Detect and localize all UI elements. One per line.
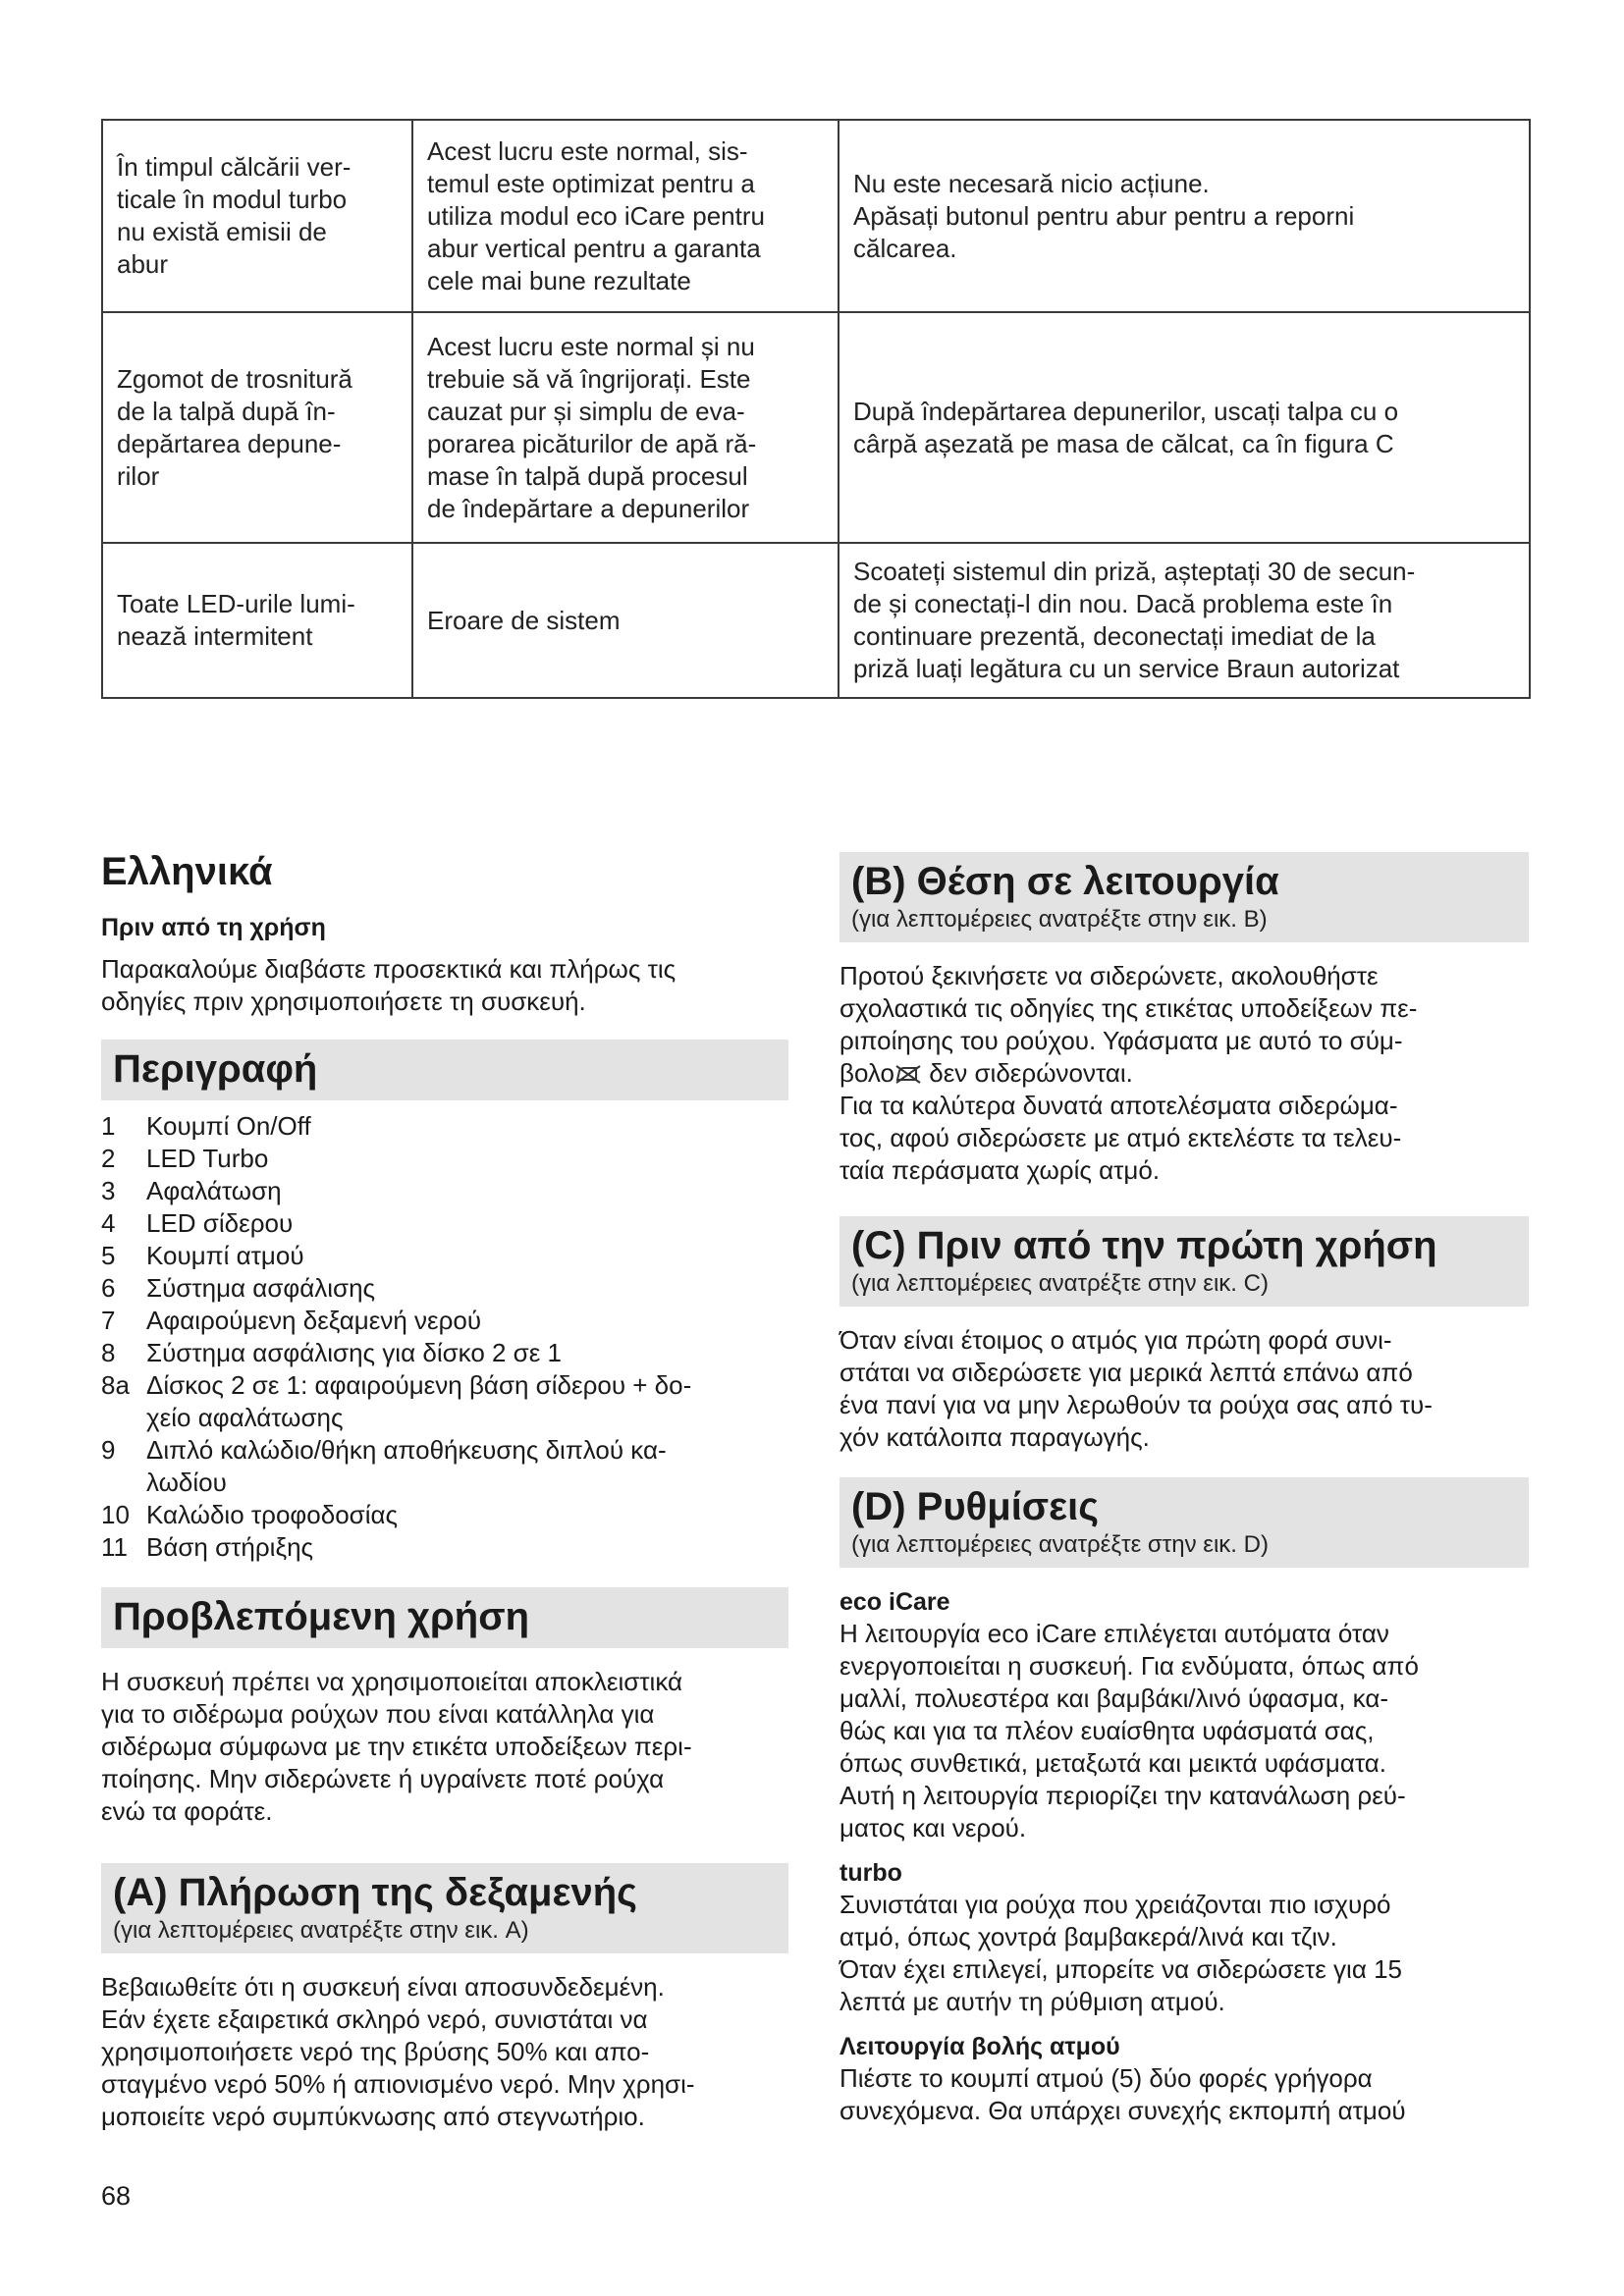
- eco-icare-heading: eco iCare: [839, 1588, 950, 1616]
- list-item-text: Αφαιρούμενη δεξαμενή νερού: [146, 1306, 482, 1335]
- steam-burst-text: Πιέστε το κουμπί ατμού (5) δύο φορές γρήγορα συνεχόμενα. Θα υπάρχει συνεχής εκπομπή ατμού: [839, 2063, 1406, 2125]
- section-b-text-2b: δεν σιδερώνονται.: [922, 1058, 1133, 1088]
- list-item-text: LED σίδερου: [146, 1208, 294, 1238]
- section-a-reference: (για λεπτομέρειες ανατρέξτε στην εικ. A): [113, 1917, 529, 1944]
- section-a-title: (A) Πλήρωση της δεξαμενής: [113, 1871, 637, 1914]
- turbo-heading: turbo: [839, 1859, 902, 1887]
- intended-use-text: Η συσκευή πρέπει να χρησιμοποιείται αποκλειστικά για το σιδέρωμα ρούχων που είναι κατάλληλα για σιδέρωμα σύμφωνα με την ετικέτα υποδείξεων περι- ποίησης. Μην σιδερώνετε ή υγραίνετε ποτέ ρούχα ενώ τα φοράτε.: [101, 1667, 692, 1826]
- section-d-title: (D) Ρυθμίσεις: [851, 1485, 1100, 1528]
- description-list: [101, 1110, 788, 1564]
- list-item-number: 10: [101, 1500, 130, 1529]
- turbo-text: Συνιστάται για ρούχα που χρειάζονται πιο ισχυρό ατμό, όπως χοντρά βαμβακερά/λινά και τζιν. Όταν έχει επιλεγεί, μπορείτε να σιδερώσετε για 15 λεπτά με αυτήν τη ρύθμιση ατμού.: [839, 1890, 1402, 2016]
- section-a-header: [101, 1863, 788, 1953]
- table-row: [102, 543, 1530, 698]
- cause-cell: Acest lucru este normal și nu trebuie să vă îngrijorați. Este cauzat pur și simplu de eva- porarea picăturilor de apă ră- mase în talpă după procesul de îndepărtare a depunerilor: [412, 312, 839, 543]
- before-use-text: Παρακαλούμε διαβάστε προσεκτικά και πλήρως τις οδηγίες πριν χρησιμοποιήσετε τη συσκευή.: [101, 954, 677, 1016]
- table-row: [102, 120, 1530, 312]
- section-d-header: [839, 1477, 1529, 1568]
- list-item-number: 2: [101, 1144, 116, 1173]
- list-item: [101, 1531, 788, 1564]
- section-c-header: [839, 1216, 1529, 1307]
- remedy-cell: Nu este necesară nicio acțiune. Apăsați butonul pentru abur pentru a reporni călcarea.: [839, 120, 1530, 312]
- list-item: [101, 1207, 788, 1240]
- section-b-text-3: Για τα καλύτερα δυνατά αποτελέσματα σιδερώμα- τος, αφού σιδερώσετε με ατμό εκτελέστε τα τελευ- ταία περάσματα χωρίς ατμό.: [839, 1091, 1402, 1185]
- list-item: [101, 1143, 788, 1175]
- list-item-text: Αφαλάτωση: [146, 1176, 282, 1205]
- steam-burst-heading: Λειτουργία βολής ατμού: [839, 2033, 1120, 2060]
- cause-cell: Acest lucru este normal, sis- temul este optimizat pentru a utiliza modul eco iCare pentru abur vertical pentru a garanta cele mai bune rezultate: [412, 120, 839, 312]
- cause-cell: Eroare de sistem: [412, 543, 839, 698]
- list-item: [101, 1337, 788, 1369]
- no-iron-icon: [894, 1059, 922, 1079]
- list-item-text: Σύστημα ασφάλισης: [146, 1273, 376, 1303]
- list-item-number: 4: [101, 1208, 116, 1238]
- section-c-title: (C) Πριν από την πρώτη χρήση: [851, 1224, 1437, 1267]
- section-b-body: [839, 960, 1529, 1187]
- section-d-reference: (για λεπτομέρειες ανατρέξτε στην εικ. D): [851, 1531, 1269, 1558]
- list-item-text: Βάση στήριξης: [146, 1532, 314, 1562]
- list-item-number: 7: [101, 1306, 116, 1335]
- list-item: [101, 1240, 788, 1272]
- section-c-text: Όταν είναι έτοιμος ο ατμός για πρώτη φορά συνι- στάται να σιδερώσετε για μερικά λεπτά επάνω από ένα πανί για να μην λερωθούν τα ρούχα σας από τυ- χόν κατάλοιπα παραγωγής.: [839, 1325, 1433, 1452]
- section-b-symbol-line: [839, 1057, 1529, 1090]
- section-a-text: Βεβαιωθείτε ότι η συσκευή είναι αποσυνδεδεμένη. Εάν έχετε εξαιρετικά σκληρό νερό, συνιστάται να χρησιμοποιήσετε νερό της βρύσης 50% και απο- σταγμένο νερό 50% ή απιονισμένο νερό. Μην χρησι- μοποιείτε νερό συμπύκνωσης από στεγνωτήριο.: [101, 1972, 695, 2131]
- problem-cell: Toate LED-urile lumi- nează intermitent: [102, 543, 412, 698]
- section-b-text-1: Προτού ξεκινήσετε να σιδερώνετε, ακολουθήστε σχολαστικά τις οδηγίες της ετικέτας υποδείξεων πε- ριποίησης του ρούχου. Υφάσματα με αυτό το σύμ-: [839, 961, 1418, 1055]
- section-b-header: [839, 852, 1529, 942]
- remedy-cell: După îndepărtarea depunerilor, uscați talpa cu o cârpă așezată pe masa de călcat, ca în figura C: [839, 312, 1530, 543]
- list-item-number: 11: [101, 1532, 128, 1562]
- language-title: Ελληνικά: [101, 850, 273, 893]
- table-row: [102, 312, 1530, 543]
- left-column: [101, 842, 788, 2133]
- list-item-text: Σύστημα ασφάλισης για δίσκο 2 σε 1: [146, 1338, 563, 1367]
- description-section-header: [101, 1040, 788, 1100]
- problem-cell: Zgomot de trosnitură de la talpă după în- depărtarea depune- rilor: [102, 312, 412, 543]
- list-item-text: Δίσκος 2 σε 1: αφαιρούμενη βάση σίδερου + δο- χείο αφαλάτωσης: [146, 1370, 692, 1432]
- problem-cell: În timpul călcării ver- ticale în modul turbo nu există emisii de abur: [102, 120, 412, 312]
- list-item-text: Καλώδιο τροφοδοσίας: [146, 1500, 399, 1529]
- intended-use-title: Προβλεπόμενη χρήση: [113, 1595, 530, 1638]
- list-item: [101, 1434, 788, 1499]
- list-item: [101, 1175, 788, 1207]
- list-item-text: LED Turbo: [146, 1144, 269, 1173]
- list-item-number: 1: [101, 1111, 116, 1141]
- page-number: 68: [101, 2181, 132, 2211]
- remedy-cell: Scoateți sistemul din priză, așteptați 30 de secun- de și conectați-l din nou. Dacă problema este în continuare prezentă, deconectați imediat de la priză luați legătura cu un service Braun autorizat: [839, 543, 1530, 698]
- section-b-reference: (για λεπτομέρειες ανατρέξτε στην εικ. B): [851, 906, 1268, 933]
- list-item-number: 8a: [101, 1370, 130, 1400]
- list-item-number: 9: [101, 1435, 116, 1465]
- list-item: [101, 1110, 788, 1143]
- list-item-number: 6: [101, 1273, 116, 1303]
- list-item: [101, 1272, 788, 1305]
- intended-use-section-header: [101, 1587, 788, 1648]
- before-use-heading: Πριν από τη χρήση: [101, 914, 326, 941]
- troubleshooting-table: [101, 119, 1531, 699]
- list-item-text: Κουμπί On/Off: [146, 1111, 311, 1141]
- list-item-number: 3: [101, 1176, 116, 1205]
- list-item: [101, 1369, 788, 1434]
- list-item-number: 8: [101, 1338, 116, 1367]
- description-title: Περιγραφή: [113, 1047, 318, 1091]
- list-item-text: Διπλό καλώδιο/θήκη αποθήκευσης διπλού κα- λωδίου: [146, 1435, 667, 1497]
- list-item: [101, 1305, 788, 1337]
- section-b-title: (B) Θέση σε λειτουργία: [851, 860, 1279, 903]
- list-item-number: 5: [101, 1241, 116, 1270]
- eco-icare-text: Η λειτουργία eco iCare επιλέγεται αυτόματα όταν ενεργοποιείται η συσκευή. Για ενδύματα, όπως από μαλλί, πολυεστέρα και βαμβάκι/λινό ύφασμα, κα- θώς και για τα πλέον ευαίσθητα υφάσματά σας, όπως συνθετικά, μεταξωτά και μεικτά υφάσματα. Αυτή η λειτουργία περιορίζει την κατανάλωση ρεύ- ματος και νερού.: [839, 1619, 1419, 1842]
- list-item-text: Κουμπί ατμού: [146, 1241, 304, 1270]
- section-c-reference: (για λεπτομέρειες ανατρέξτε στην εικ. C): [851, 1270, 1269, 1297]
- section-b-text-2a: βολο: [839, 1058, 894, 1088]
- list-item: [101, 1499, 788, 1531]
- right-column: [839, 852, 1529, 2127]
